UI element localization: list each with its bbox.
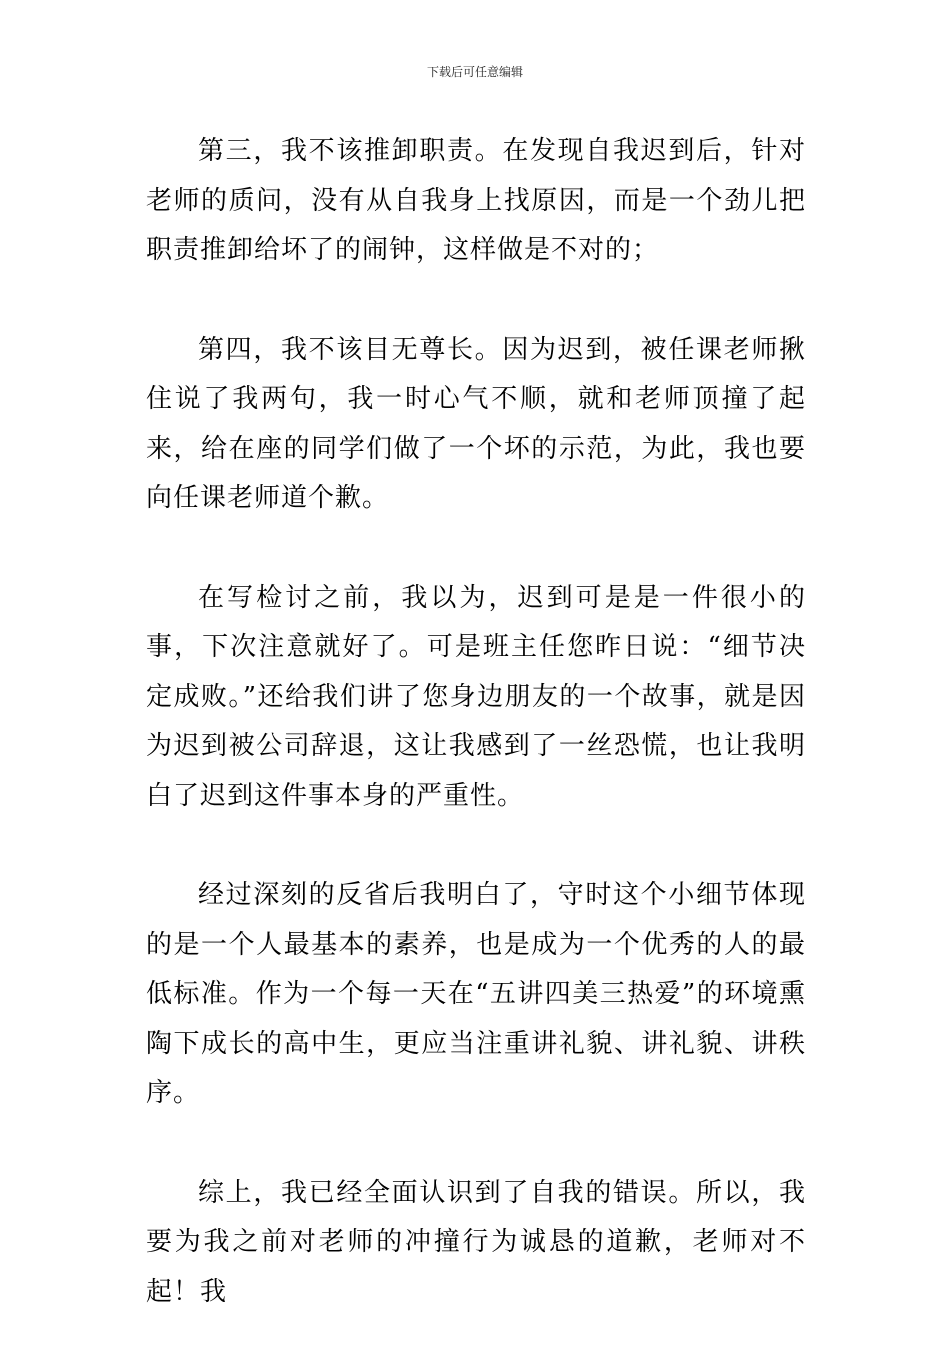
paragraph-2: 第四，我不该目无尊长。因为迟到，被任课老师揪住说了我两句，我一时心气不顺，就和老师顶撞了起来，给在座的同学们做了一个坏的示范，为此，我也要向任课老师道个歉。 xyxy=(146,334,806,513)
document-body xyxy=(146,127,806,1367)
paragraph-5: 综上，我已经全面认识到了自我的错误。所以，我要为我之前对老师的冲撞行为诚恳的道歉，老师对不起！我 xyxy=(146,1177,806,1307)
page-header: 下载后可任意编辑 xyxy=(426,65,523,79)
paragraph-3: 在写检讨之前，我以为，迟到可是是一件很小的事，下次注意就好了。可是班主任您昨日说：“细节决定成败。”还给我们讲了您身边朋友的一个故事，就是因为迟到被公司辞退，这让我感到了一丝恐慌，也让我明白了迟到这件事本身的严重性。 xyxy=(146,582,806,811)
paragraph-1: 第三，我不该推卸职责。在发现自我迟到后，针对老师的质问，没有从自我身上找原因，而是一个劲儿把职责推卸给坏了的闹钟，这样做是不对的； xyxy=(146,136,806,265)
paragraph-4: 经过深刻的反省后我明白了，守时这个小细节体现的是一个人最基本的素养，也是成为一个优秀的人的最低标准。作为一个每一天在“五讲四美三热爱”的环境熏陶下成长的高中生，更应当注重讲礼貌、讲礼貌、讲秩序。 xyxy=(146,880,806,1108)
